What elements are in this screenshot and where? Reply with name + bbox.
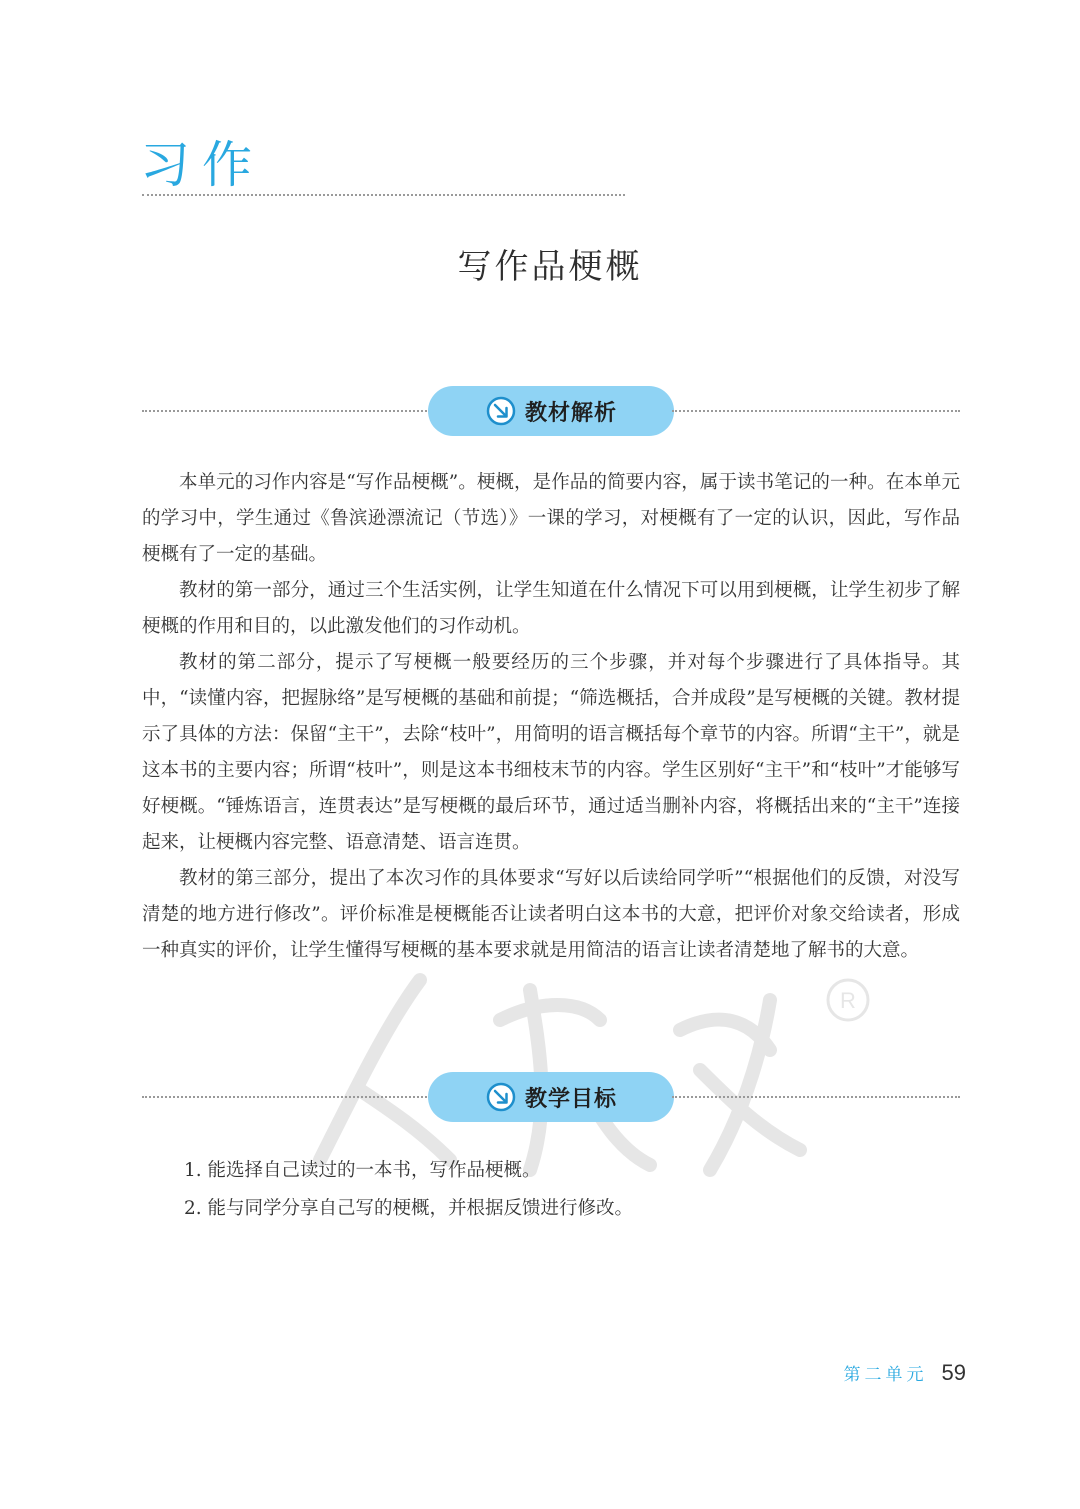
banner-divider-left (142, 1096, 430, 1098)
goals-banner-label: 教学目标 (524, 1086, 617, 1112)
heading-divider (142, 194, 625, 196)
goals-banner-pill (428, 1072, 674, 1122)
section-heading: 习作 (140, 136, 264, 194)
analysis-paragraph: 教材的第一部分，通过三个生活实例，让学生知道在什么情况下可以用到梗概，让学生初步了解梗概的作用和目的，以此激发他们的习作动机。 (142, 580, 960, 637)
analysis-banner (142, 386, 960, 436)
publisher-watermark (300, 960, 900, 1180)
analysis-paragraph: 本单元的习作内容是“写作品梗概”。梗概，是作品的简要内容，属于读书笔记的一种。在本单元的学习中，学生通过《鲁滨逊漂流记（节选）》一课的学习，对梗概有了一定的认识，因此，写作品梗概有了一定的基础。 (142, 472, 960, 565)
unit-label: 第二单元 (843, 1365, 928, 1385)
analysis-body (142, 465, 960, 969)
goal-item: 2. 能与同学分享自己写的梗概，并根据反馈进行修改。 (184, 1198, 634, 1219)
goals-banner (142, 1072, 960, 1122)
arrow-down-right-circle-icon (485, 395, 517, 427)
analysis-paragraph: 教材的第二部分，提示了写梗概一般要经历的三个步骤，并对每个步骤进行了具体指导。其中，“读懂内容，把握脉络”是写梗概的基础和前提；“筛选概括，合并成段”是写梗概的关键。教材提示了具体的方法：保留“主干”，去除“枝叶”，用简明的语言概括每个章节的内容。所谓“主干”，就是这本书的主要内容；所谓“枝叶”，则是这本书细枝末节的内容。学生区别好“主干”和“枝叶”才能够写好梗概。“锤炼语言，连贯表达”是写梗概的最后环节，通过适当删补内容，将概括出来的“主干”连接起来，让梗概内容完整、语意清楚、语言连贯。 (142, 652, 960, 853)
analysis-banner-label: 教材解析 (524, 400, 617, 426)
banner-divider-left (142, 410, 430, 412)
analysis-paragraph: 教材的第三部分，提出了本次习作的具体要求“写好以后读给同学听”“根据他们的反馈，对没写清楚的地方进行修改”。评价标准是梗概能否让读者明白这本书的大意，把评价对象交给读者，形成一种真实的评价，让学生懂得写梗概的基本要求就是用简洁的语言让读者清楚地了解书的大意。 (142, 868, 960, 961)
page-number: 59 (941, 1360, 966, 1385)
page-footer (844, 1360, 966, 1392)
svg-text:R: R (840, 988, 856, 1013)
analysis-banner-pill (428, 386, 674, 436)
banner-divider-right (672, 1096, 960, 1098)
goals-list (184, 1152, 960, 1228)
banner-divider-right (672, 410, 960, 412)
goal-item: 1. 能选择自己读过的一本书，写作品梗概。 (184, 1160, 541, 1181)
arrow-down-right-circle-icon (485, 1081, 517, 1113)
page-title: 写作品梗概 (457, 247, 643, 287)
